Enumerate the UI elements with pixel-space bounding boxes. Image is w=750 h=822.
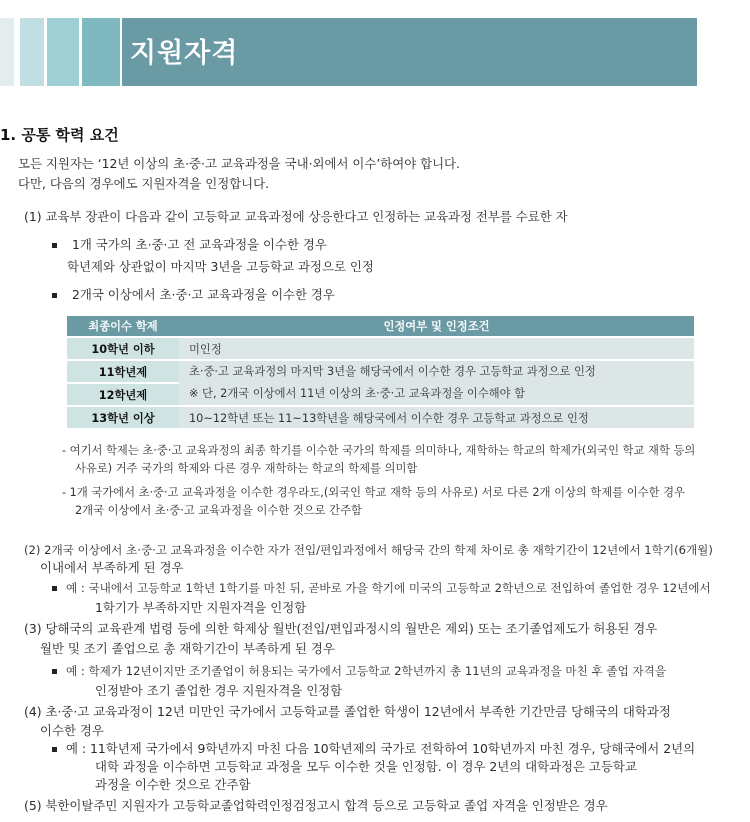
- table-cell-grade: 13학년 이상: [67, 407, 179, 428]
- table-cell-condition: 미인정: [179, 338, 694, 359]
- curriculum-table: [67, 314, 694, 430]
- banner-block: [82, 18, 120, 86]
- item-1-bullet-1: 1개 국가의 초·중·고 전 교육과정을 이수한 경우: [72, 237, 327, 252]
- banner-block: [0, 18, 14, 86]
- table-header: 최종이수 학제: [67, 316, 179, 336]
- intro-line: 다만, 다음의 경우에도 지원자격을 인정합니다.: [18, 176, 270, 191]
- title-banner: [0, 18, 697, 86]
- section-heading: 1. 공통 학력 요건: [0, 126, 119, 144]
- bullet-icon: [52, 747, 57, 752]
- note-line: 사유로) 거주 국가의 학제와 다른 경우 재학하는 학교의 학제를 의미함: [75, 462, 418, 475]
- note-line: - 1개 국가에서 초·중·고 교육과정을 이수한 경우라도,(외국인 학교 재학 등의 사유로) 서로 다른 2개 이상의 학제를 이수한 경우: [62, 486, 685, 499]
- item-4-example: 과정을 이수한 것으로 간주함: [95, 777, 251, 792]
- item-4-text: (4) 초·중·고 교육과정이 12년 미만인 국가에서 고등학교를 졸업한 학생이 12년에서 부족한 기간만큼 당해국의 대학과정: [24, 704, 671, 719]
- table-header-row: [67, 316, 694, 336]
- table-header: 인정여부 및 인정조건: [179, 316, 694, 336]
- bullet-icon: [52, 293, 57, 298]
- item-3-text: 월반 및 조기 졸업으로 총 재학기간이 부족하게 된 경우: [40, 641, 335, 656]
- table-cell-condition: [179, 361, 694, 405]
- item-3-example: 인정받아 조기 졸업한 경우 지원자격을 인정함: [95, 683, 343, 698]
- table-cell-grade: 10학년 이하: [67, 338, 179, 359]
- item-2-text: (2) 2개국 이상에서 초·중·고 교육과정을 이수한 자가 전입/편입과정에서 해당국 간의 학제 차이로 총 재학기간이 12년에서 1학기(6개월): [24, 543, 713, 557]
- table-row: [67, 407, 694, 428]
- item-4-example: 대학 과정을 이수하면 고등학교 과정을 모두 이수한 것을 인정함. 이 경우 2년의 대학과정은 고등학교: [95, 759, 637, 774]
- table-cell-grade: 12학년제: [67, 384, 179, 405]
- table-row: [67, 338, 694, 359]
- item-3-example: 예 : 학제가 12년이지만 조기졸업이 허용되는 국가에서 고등학교 2학년까지 총 11년의 교육과정을 마친 후 졸업 자격을: [66, 664, 667, 678]
- item-2-example: 예 : 국내에서 고등학교 1학년 1학기를 마친 뒤, 곧바로 가을 학기에 미국의 고등학교 2학년으로 전입하여 졸업한 경우 12년에서: [66, 581, 711, 595]
- item-2-text: 이내에서 부족하게 된 경우: [40, 560, 184, 575]
- item-3-text: (3) 당해국의 교육관계 법령 등에 의한 학제상 월반(전입/편입과정시의 월반은 제외) 또는 조기졸업제도가 허용된 경우: [24, 621, 658, 636]
- bullet-icon: [52, 586, 57, 591]
- page-title: 지원자격: [130, 38, 239, 69]
- table-row: [67, 361, 694, 382]
- item-5-text: (5) 북한이탈주민 지원자가 고등학교졸업학력인정검정고시 합격 등으로 고등학교 졸업 자격을 인정받은 경우: [24, 798, 608, 813]
- banner-block: [20, 18, 44, 86]
- condition-line: ※ 단, 2개국 이상에서 11년 이상의 초·중·고 교육과정을 이수해야 함: [189, 387, 526, 400]
- bullet-icon: [52, 243, 57, 248]
- table-cell-grade: 11학년제: [67, 361, 179, 382]
- condition-line: 초·중·고 교육과정의 마지막 3년을 해당국에서 이수한 경우 고등학교 과정으로 인정: [189, 365, 596, 378]
- item-4-text: 이수한 경우: [40, 723, 104, 738]
- note-line: - 여기서 학제는 초·중·고 교육과정의 최종 학기를 이수한 국가의 학제를 의미하나, 재학하는 학교의 학제가(외국인 학교 재학 등의: [62, 444, 696, 457]
- item-2-example: 1학기가 부족하지만 지원자격을 인정함: [95, 600, 307, 615]
- table-cell-condition: 10~12학년 또는 11~13학년을 해당국에서 이수한 경우 고등학교 과정으로 인정: [179, 407, 694, 428]
- bullet-icon: [52, 669, 57, 674]
- item-4-example: 예 : 11학년제 국가에서 9학년까지 마친 다음 10학년제의 국가로 전학하여 10학년까지 마친 경우, 당해국에서 2년의: [66, 741, 696, 756]
- item-1-bullet-2: 2개국 이상에서 초·중·고 교육과정을 이수한 경우: [72, 287, 335, 302]
- item-1-bullet-1-detail: 학년제와 상관없이 마지막 3년을 고등학교 과정으로 인정: [67, 259, 374, 274]
- intro-line: 모든 지원자는 ‘12년 이상의 초·중·고 교육과정을 국내·외에서 이수’하여야 합니다.: [18, 156, 460, 171]
- note-line: 2개국 이상에서 초·중·고 교육과정을 이수한 것으로 간주함: [75, 504, 362, 517]
- item-1-text: (1) 교육부 장관이 다음과 같이 고등학교 교육과정에 상응한다고 인정하는 교육과정 전부를 수료한 자: [24, 209, 568, 224]
- banner-block: [47, 18, 79, 86]
